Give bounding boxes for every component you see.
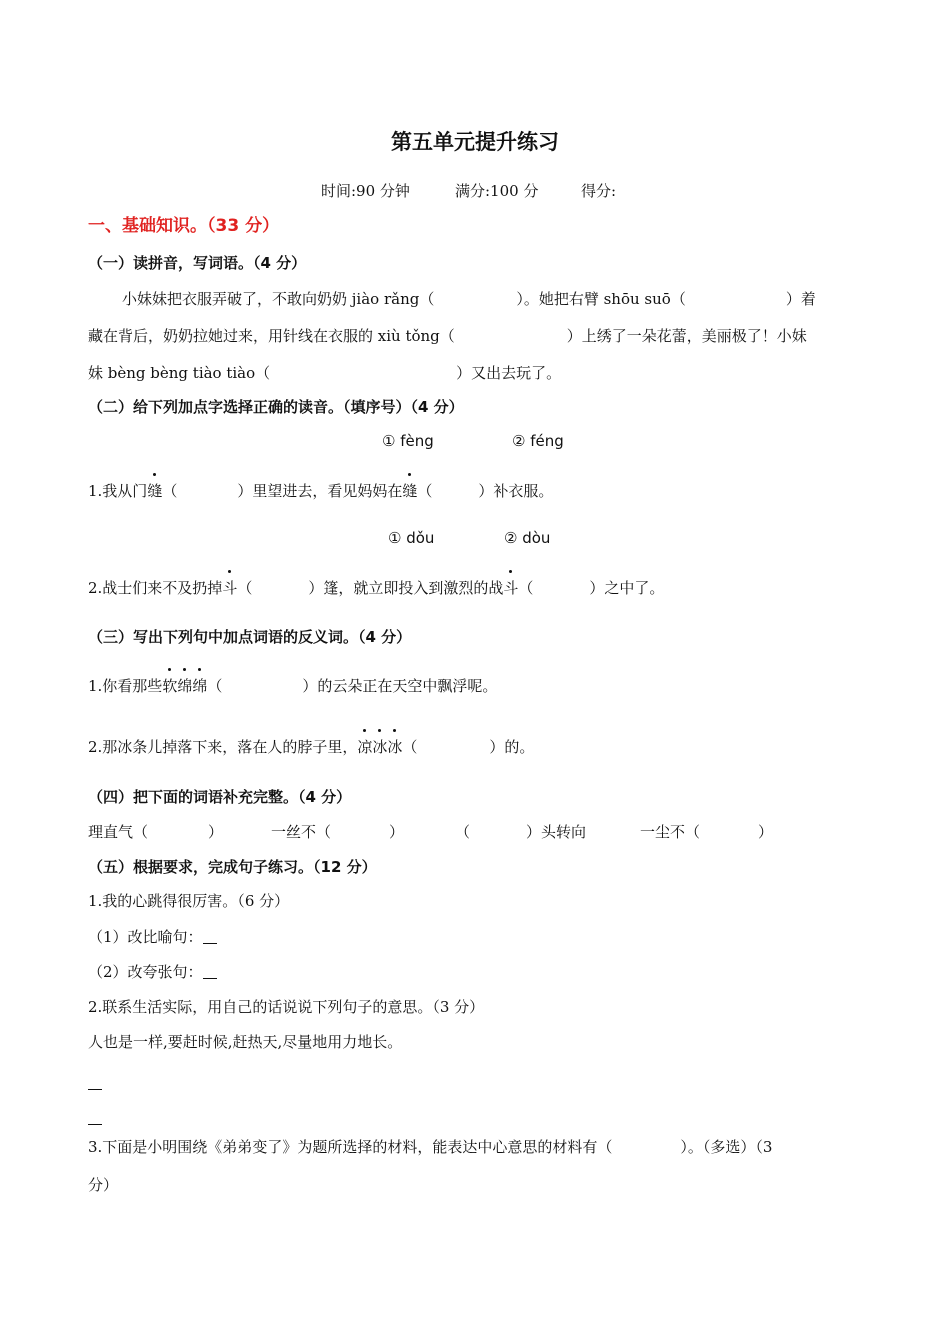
- emphasis-char: 绵: [177, 677, 193, 695]
- q5-task-exaggeration: [88, 961, 217, 983]
- emphasis-char: 冰: [372, 738, 388, 756]
- q4-word2-b: ）: [389, 823, 405, 841]
- answer-line[interactable]: [203, 964, 217, 979]
- exam-full-score: 满分:100 分: [455, 182, 539, 200]
- emphasis-char: 软: [162, 677, 178, 695]
- q1-line3-text-b: ）又出去玩了。: [456, 364, 562, 382]
- q3-sentence2: [88, 736, 534, 758]
- q5-sentence2: 2.联系生活实际，用自己的话说说下列句子的意思。（3 分）: [88, 998, 485, 1016]
- q1-line1-text-c: ）着: [785, 290, 816, 308]
- q2-s2-text-c: ）篷，就立即投入到激烈的战: [308, 579, 504, 597]
- emphasis-char: 冰: [387, 738, 403, 756]
- q2-s1-text-a: 1.我从门: [88, 482, 148, 500]
- q1-line1-text-b: ）。她把右臂 shōu suō（: [516, 290, 686, 308]
- q2-sentence1: [88, 480, 553, 502]
- q5-task-simile-text: （1）改比喻句：: [88, 928, 203, 946]
- answer-line-1[interactable]: [88, 1072, 102, 1094]
- q1-line2: [88, 325, 807, 347]
- q2-option1-b: ② féng: [512, 432, 564, 450]
- q3-heading: （三）写出下列句中加点词语的反义词。（4 分）: [88, 628, 412, 646]
- q2-s2-text-a: 2.战士们来不及扔掉: [88, 579, 223, 597]
- q3-s2-text-a: 2.那冰条儿掉落下来，落在人的脖子里，: [88, 738, 358, 756]
- q4-word3-a: （: [455, 823, 471, 841]
- q5-s3-text-a: 3.下面是小明围绕《弟弟变了》为题所选择的材料，能表达中心意思的材料有（: [88, 1138, 613, 1156]
- q3-s1-text-c: ）的云朵正在天空中飘浮呢。: [302, 677, 498, 695]
- q2-s2-text-b: （: [237, 579, 253, 597]
- q4-word3: [455, 821, 586, 843]
- page-title: 第五单元提升练习: [391, 130, 559, 154]
- answer-line-2[interactable]: [88, 1107, 102, 1129]
- q5-task-exaggeration-text: （2）改夸张句：: [88, 963, 203, 981]
- q5-s3-text-b: ）。（多选）（3: [680, 1138, 773, 1156]
- q4-word1-a: 理直气（: [88, 823, 149, 841]
- q2-sentence2: [88, 577, 664, 599]
- answer-line[interactable]: [203, 929, 217, 944]
- q1-line3-text-a: 妹 bèng bèng tiào tiào（: [88, 364, 271, 382]
- q5-quote: 人也是一样,要赶时候,赶热天,尽量地用力地长。: [88, 1033, 403, 1051]
- q2-option1-a: ① fèng: [382, 432, 434, 450]
- q4-word2-a: 一丝不（: [271, 823, 332, 841]
- q1-line2-text-b: ）上绣了一朵花蕾，美丽极了！小妹: [566, 327, 807, 345]
- q2-s1-text-e: ）补衣服。: [478, 482, 554, 500]
- exam-score: 得分:: [581, 182, 617, 200]
- q2-s1-text-b: （: [162, 482, 178, 500]
- emphasis-char: 斗: [503, 579, 519, 597]
- q4-word1: [88, 821, 223, 843]
- emphasis-char: 缝: [147, 482, 163, 500]
- section1-heading: 一、基础知识。（33 分）: [88, 216, 280, 236]
- q1-heading: （一）读拼音，写词语。（4 分）: [88, 254, 307, 272]
- q3-s1-text-b: （: [207, 677, 223, 695]
- q5-task-simile: [88, 926, 217, 948]
- q1-line2-text-a: 藏在背后，奶奶拉她过来，用针线在衣服的 xiù tǒng（: [88, 327, 455, 345]
- q5-sentence3: [88, 1136, 772, 1158]
- emphasis-char: 凉: [357, 738, 373, 756]
- q4-word4-a: 一尘不（: [640, 823, 701, 841]
- q5-sentence1: 1.我的心跳得很厉害。（6 分）: [88, 892, 290, 910]
- emphasis-char: 斗: [222, 579, 238, 597]
- q3-s1-text-a: 1.你看那些: [88, 677, 163, 695]
- q4-word3-b: ）头转向: [526, 823, 587, 841]
- q4-word2: [271, 821, 404, 843]
- q4-word4: [640, 821, 773, 843]
- q3-s2-text-b: （: [402, 738, 418, 756]
- q2-heading: （二）给下列加点字选择正确的读音。（填序号）（4 分）: [88, 398, 464, 416]
- q2-option2-b: ② dòu: [504, 529, 551, 547]
- emphasis-char: 缝: [402, 482, 418, 500]
- q2-s1-text-c: ）里望进去，看见妈妈在: [237, 482, 403, 500]
- q1-line1-text-a: 小妹妹把衣服弄破了，不敢向奶奶 jiào rǎng（: [122, 290, 435, 308]
- q5-sentence3-cont: 分）: [88, 1176, 119, 1194]
- q3-sentence1: [88, 675, 497, 697]
- exam-time: 时间:90 分钟: [321, 182, 410, 200]
- q5-heading: （五）根据要求，完成句子练习。（12 分）: [88, 858, 377, 876]
- q2-s1-text-d: （: [417, 482, 433, 500]
- q1-line1: [122, 288, 816, 310]
- q4-word1-b: ）: [208, 823, 224, 841]
- q4-heading: （四）把下面的词语补充完整。（4 分）: [88, 788, 352, 806]
- q1-line3: [88, 362, 561, 384]
- q3-s2-text-c: ）的。: [489, 738, 535, 756]
- emphasis-char: 绵: [192, 677, 208, 695]
- q2-s2-text-d: （: [518, 579, 534, 597]
- q2-option2-a: ① dǒu: [388, 529, 435, 547]
- q2-s2-text-e: ）之中了。: [589, 579, 665, 597]
- q4-word4-b: ）: [758, 823, 774, 841]
